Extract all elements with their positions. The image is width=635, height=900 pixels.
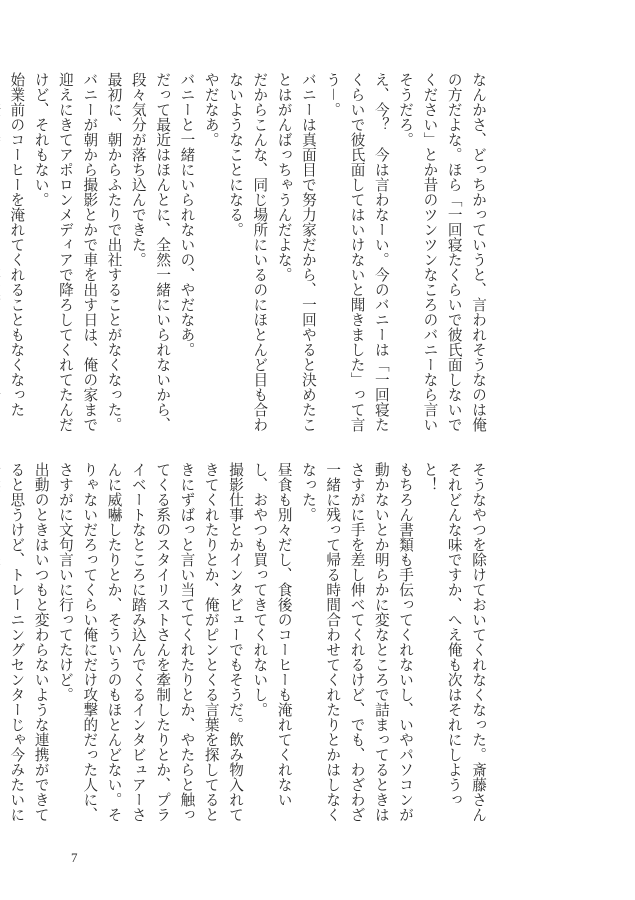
paragraph: やだなあ。	[202, 72, 220, 147]
page-number: 7	[71, 850, 78, 865]
paragraph: 撮影仕事とかインタビューでもそうだ。飲み物入れてきてくれたりとか、俺がピンとくる言葉を探してるときにずばっと言い当ててくれたりとか、やたらと触ってくる系のスタイリストさんを牽制したりとか、プライベートなところに踏み込んでくるインタビュアーさんに威嚇したりとか、そういうのもほとんどない。そりゃないだろってくらい俺にだけ攻撃的だった人に、さすがに文句言いに行ってたけど。	[56, 462, 245, 822]
paragraph: だからこんな、同じ場所にいるのにほとんど目も合わないようなことになる。	[227, 72, 269, 432]
paragraph: もちろん書類も手伝ってくれないし、いやパソコンが動かないとか明らかに変なところで詰まってるときはさすがに手を差し伸べてくれるけど、でも、わざわざ一緒に残って帰る時間合わせてくれたりとかはしなくなった。	[299, 462, 415, 822]
text-column-block-lower	[8, 462, 490, 822]
paragraph: え、今？ 今は言わなーい。今のバニーは「一回寝たくらいで彼氏面してはいけないと聞きました」って言う－。	[324, 72, 390, 432]
paragraph: バニーは真面目で努力家だから、一回やると決めたことはがんばっちゃうんだよな。	[275, 72, 317, 432]
paragraph: なんかさ、どっちかっていうと、言われそうなのは俺の方だよな。ほら「一回寝たくらいで彼氏面しないでください」とか昔のツンツンなころのバニーなら言いそうだろ。	[397, 72, 487, 432]
paragraph: そうなやつを除けておいてくれなくなった。斎藤さんそれどんな味ですか、へえ俺も次はそれにしようっと！	[421, 462, 487, 822]
paragraph: 始業前のコーヒーを淹れてくれることもなくなった	[8, 72, 26, 417]
text-column-block-upper	[8, 72, 490, 434]
paragraph: 出動のときはいつもと変わらないような連携ができてると思うけど、トレーニングセンターじゃ今みたいに	[8, 462, 50, 822]
paragraph: だって最近はほんとに、全然一緒にいられないから、段々気分が落ち込んできた。	[129, 72, 172, 432]
paragraph: 昼食も別々だし、食後のコーヒーも淹れてくれないし、おやつも買ってきてくれないし。	[251, 462, 293, 807]
paragraph: バニーと一緒にいられないの、やだなあ。	[178, 72, 196, 357]
paragraph: 最初に、朝からふたりで出社することがなくなった。バニーが朝から撮影とかで車を出す日は、俺の家まで迎えにきてアポロンメディアで降ろしてくれてたんだけど、それもない。	[32, 72, 123, 432]
